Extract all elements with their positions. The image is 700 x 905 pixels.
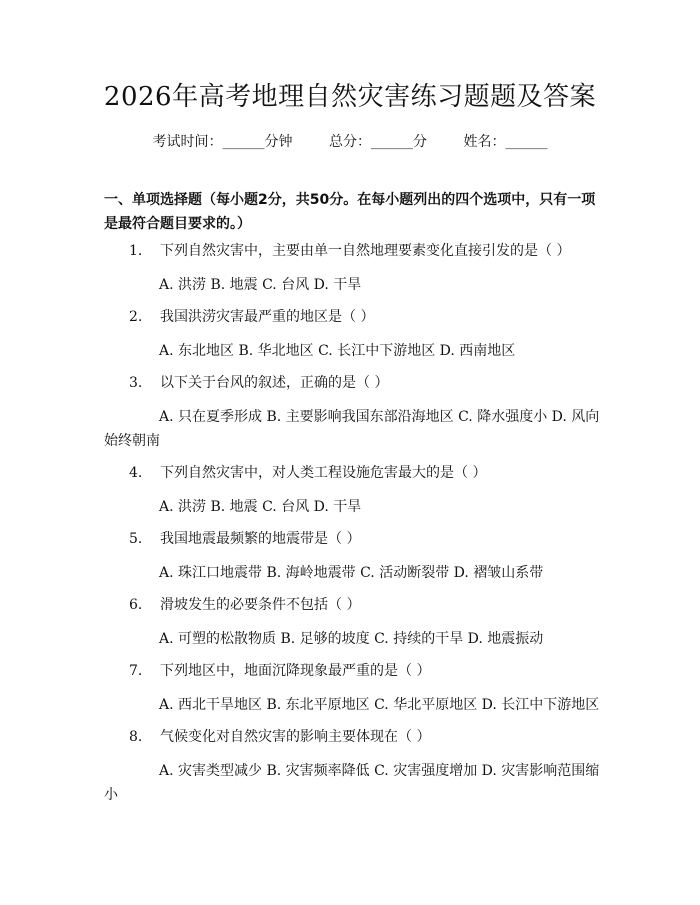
question-text: 下列自然灾害中，主要由单一自然地理要素变化直接引发的是（ ） [160,243,571,259]
question-number: 7. [129,663,143,679]
question-options: A. 灾害类型减少 B. 灾害频率降低 C. 灾害强度增加 D. 灾害影响范围缩小 [104,763,600,803]
question-list [104,241,600,817]
question-item [104,307,600,363]
question-options: A. 珠江口地震带 B. 海岭地震带 C. 活动断裂带 D. 褶皱山系带 [159,565,544,581]
question-item [104,373,600,453]
question-stem [104,373,600,393]
question-stem [104,661,600,681]
question-options: A. 东北地区 B. 华北地区 C. 长江中下游地区 D. 西南地区 [159,343,516,359]
question-stem [104,307,600,327]
question-number: 3. [129,375,143,391]
question-stem [104,241,600,261]
question-number: 6. [129,597,143,613]
question-stem [104,463,600,483]
question-item [104,529,600,585]
question-item [104,241,600,297]
question-text: 下列自然灾害中，对人类工程设施危害最大的是（ ） [160,465,487,481]
question-options: A. 洪涝 B. 地震 C. 台风 D. 干旱 [159,277,362,293]
question-options: A. 洪涝 B. 地震 C. 台风 D. 干旱 [159,499,362,515]
question-item [104,595,600,651]
question-text: 我国洪涝灾害最严重的地区是（ ） [160,309,375,325]
question-stem [104,529,600,549]
question-options: A. 可塑的松散物质 B. 足够的坡度 C. 持续的干旱 D. 地震振动 [159,631,544,647]
document-title: 2026年高考地理自然灾害练习题题及答案 [103,82,597,112]
question-options: A. 只在夏季形成 B. 主要影响我国东部沿海地区 C. 降水强度小 D. 风向始终朝南 [104,409,600,449]
exam-meta-line [0,132,700,152]
question-text: 以下关于台风的叙述，正确的是（ ） [160,375,389,391]
total-score-field: 总分：______分 [329,134,427,150]
question-text: 下列地区中，地面沉降现象最严重的是（ ） [160,663,431,679]
question-item [104,661,600,717]
question-options: A. 西北干旱地区 B. 东北平原地区 C. 华北平原地区 D. 长江中下游地区 [159,697,600,713]
question-item [104,727,600,807]
question-text: 我国地震最频繁的地震带是（ ） [160,531,361,547]
question-text: 气候变化对自然灾害的影响主要体现在（ ） [160,729,431,745]
question-item [104,463,600,519]
section-heading: 一、单项选择题（每小题2分，共50分。在每小题列出的四个选项中，只有一项是最符合题目要求的。） [104,192,596,232]
exam-time-field: 考试时间：______分钟 [152,134,293,150]
question-number: 5. [129,531,143,547]
question-number: 4. [129,465,143,481]
question-number: 8. [129,729,143,745]
question-number: 1. [129,243,143,259]
question-stem [104,595,600,615]
question-number: 2. [129,309,143,325]
question-stem [104,727,600,747]
question-text: 滑坡发生的必要条件不包括（ ） [160,597,361,613]
student-name-field: 姓名：______ [463,134,548,150]
